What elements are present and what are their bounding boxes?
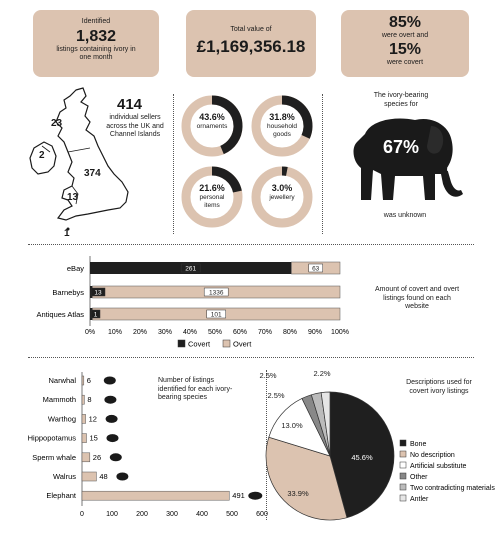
divider (28, 244, 474, 245)
legend-label: Other (410, 474, 428, 481)
identified-card (33, 10, 159, 77)
tick-label: 500 (226, 511, 238, 518)
website-chart-svg (28, 256, 378, 361)
pie-label: 45.6% (351, 453, 373, 462)
pie-label: 33.9% (287, 489, 309, 498)
data-label: 13 (94, 289, 102, 297)
donut-label: household goods (267, 123, 297, 138)
species-chart-note: Number of listings identified for each ivory-bearing species (158, 377, 233, 401)
data-label: 1 (93, 311, 98, 319)
donut-pct: 43.6% (199, 112, 225, 122)
donut-label: jewellery (269, 194, 295, 201)
tick-label: 400 (196, 511, 208, 518)
category-label: Barnebys (52, 288, 84, 297)
tick-label: 10% (107, 329, 123, 336)
data-label: 261 (185, 265, 197, 273)
tick-label: 200 (136, 511, 148, 518)
donut-3 (180, 165, 244, 234)
category-label: eBay (66, 264, 84, 273)
species-icon (104, 377, 116, 385)
category-label: Antiques Atlas (36, 310, 84, 319)
pie-title: Descriptions used for covert ivory listings (406, 379, 472, 395)
legend-swatch (223, 340, 230, 347)
tick-label: 0 (80, 511, 84, 518)
legend-label: Two contradicting materials (410, 485, 495, 492)
legend-swatch (400, 462, 406, 468)
species-icon (110, 453, 122, 461)
donut-label: ornaments (196, 123, 228, 130)
tick-label: 40% (182, 329, 198, 336)
map-count-england: 374 (84, 168, 101, 179)
legend-label: Bone (410, 441, 427, 448)
legend-label: No description (410, 452, 455, 459)
covert-pct: 15% (388, 40, 422, 58)
sellers-value: 414 (117, 96, 143, 113)
divider (173, 94, 174, 234)
map-count-ni: 2 (39, 150, 45, 161)
tick-label: 100% (331, 329, 349, 336)
species-icon (106, 415, 118, 423)
elephant-bottom-text: was unknown (383, 212, 427, 219)
tick-label: 600 (256, 511, 268, 518)
identified-value: 1,832 (75, 27, 117, 45)
species-value: 6 (86, 376, 91, 385)
species-label: Elephant (46, 491, 76, 501)
species-value: 26 (92, 452, 102, 462)
species-value: 8 (87, 395, 92, 405)
covert-text: were covert (386, 58, 424, 66)
tick-label: 30% (157, 329, 173, 336)
overt-text: were overt and (381, 32, 429, 39)
tick-label: 60% (232, 329, 248, 336)
tick-label: 90% (307, 329, 323, 336)
tick-label: 50% (207, 329, 223, 336)
species-label: Mammoth (42, 395, 76, 405)
species-bar (82, 453, 90, 462)
tick-label: 20% (132, 329, 148, 336)
website-chart-note: Amount of covert and overt listings found on each website (374, 286, 460, 310)
tick-label: 300 (166, 511, 178, 518)
donut-1 (180, 94, 244, 163)
pie-label: 2.5% (267, 391, 285, 400)
map-count-scotland: 23 (51, 118, 63, 129)
species-value: 15 (89, 433, 98, 443)
species-label: Warthog (47, 414, 76, 424)
donut-pct: 21.6% (199, 183, 225, 193)
map-count-wales: 13 (67, 192, 79, 203)
legend-swatch (400, 473, 406, 479)
data-label: 63 (312, 265, 320, 273)
legend-swatch (400, 440, 406, 446)
pie-label: 2.5% (259, 371, 277, 380)
donut-pct: 31.8% (269, 112, 295, 122)
divider (28, 357, 474, 358)
tick-label: 70% (257, 329, 273, 336)
pie-label: 2.2% (313, 369, 331, 378)
species-bar (82, 491, 229, 500)
species-label: Walrus (52, 472, 76, 481)
donut-4 (250, 165, 314, 234)
species-icon (107, 434, 119, 442)
species-bar (82, 434, 87, 443)
tick-label: 100 (106, 511, 118, 518)
identified-label: Identified (81, 18, 111, 25)
species-value: 48 (99, 472, 108, 481)
species-icon (116, 473, 128, 481)
species-bar (82, 376, 84, 385)
pie-label: 13.0% (281, 421, 303, 430)
donut-pct: 3.0% (271, 183, 293, 193)
legend-swatch (400, 495, 406, 501)
species-bar (82, 414, 86, 423)
legend-label: Overt (233, 339, 252, 349)
sellers-desc: individual sellers across the UK and Channel Islands (106, 114, 164, 138)
covert-overt-card (341, 10, 469, 77)
identified-desc: listings containing ivory in one month (56, 45, 136, 61)
species-label: Narwhal (48, 376, 76, 385)
species-icon (248, 492, 262, 500)
species-value: 12 (88, 414, 97, 424)
map-count-channel: 1 (64, 228, 70, 239)
species-bar (82, 472, 96, 481)
species-label: Hippopotamus (27, 433, 76, 443)
species-value: 491 (232, 491, 245, 501)
legend-swatch (400, 451, 406, 457)
legend-label: Antler (410, 496, 429, 503)
legend-label: Artificial substitute (410, 463, 467, 470)
tick-label: 0% (84, 329, 96, 336)
legend-swatch (400, 484, 406, 490)
elephant-top-text: The ivory-bearing species for (373, 92, 429, 108)
legend-swatch (178, 340, 185, 347)
data-label: 1336 (208, 289, 224, 297)
legend-label: Covert (188, 339, 211, 349)
species-icon (104, 396, 116, 404)
elephant-icon (335, 112, 470, 204)
total-value: £1,169,356.18 (196, 36, 306, 56)
species-bar (82, 395, 84, 404)
elephant-pct: 67% (383, 137, 420, 157)
species-label: Sperm whale (32, 452, 76, 462)
overt-pct: 85% (388, 14, 422, 31)
total-value-card (186, 10, 316, 77)
total-value-label: Total value of (230, 26, 272, 33)
donut-label: personal items (199, 194, 225, 209)
donut-2 (250, 94, 314, 163)
tick-label: 80% (282, 329, 298, 336)
data-label: 101 (210, 311, 222, 319)
divider (322, 94, 323, 234)
